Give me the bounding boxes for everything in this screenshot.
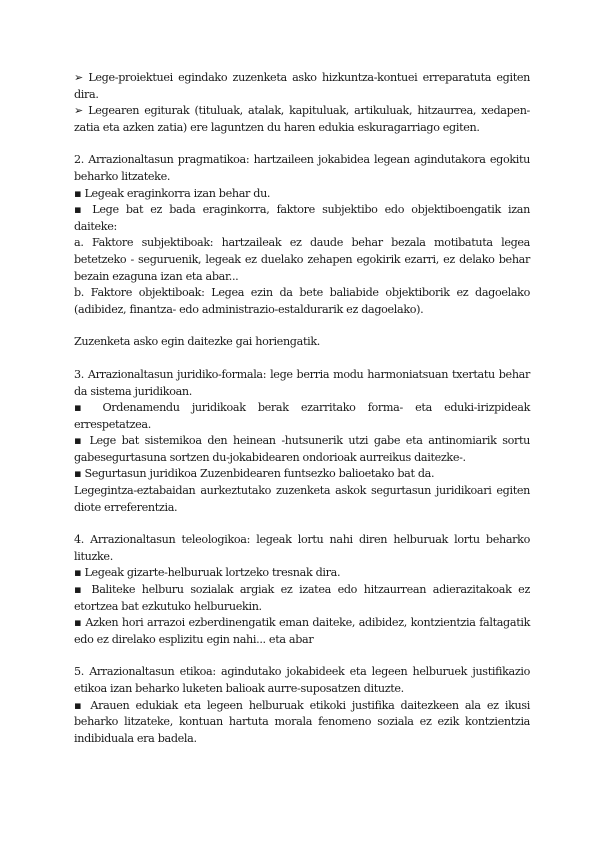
section-2-bullet-1: ▪ Legeak eraginkorra izan behar du. xyxy=(74,186,271,200)
section-4-heading: 4. Arrazionaltasun teleologikoa: legeak lortu nahi diren helburuak lortu beharko lituzke. xyxy=(74,533,530,563)
section-2-note: Zuzenketa asko egin daitezke gai horiengatik. xyxy=(74,335,320,349)
section-2-heading: 2. Arrazionaltasun pragmatikoa: hartzaileen jokabidea legean agindutakora egokitu beharko litzateke. xyxy=(74,153,530,183)
spacer xyxy=(74,648,530,664)
spacer xyxy=(74,516,530,532)
section-4-bullet-1: ▪ Legeak gizarte-helburuak lortzeko tresnak dira. xyxy=(74,566,341,580)
section-3-bullet-2: ▪ Lege bat sistemikoa den heinean -hutsunerik utzi gabe eta antinomiarik sortu gabesegurtasuna sortzen du-jokabidearen ondorioak aurreikus daitezke-. xyxy=(74,434,530,464)
section-3-bullet-1: ▪ Ordenamendu juridikoak berak ezarritako forma- eta eduki-irizpideak errespetatzea. xyxy=(74,401,530,431)
section-2-item-a: a. Faktore subjektiboak: hartzaileak ez daude behar bezala motibatuta legea betetzeko - seguruenik, legeak ez duelako zehapen egokirik ezarri, ez delako behar bezain ezaguna izan eta abar... xyxy=(74,236,530,283)
section-3-note: Legegintza-eztabaidan aurkeztutako zuzenketa askok segurtasun juridikoari egiten diote erreferentzia. xyxy=(74,484,530,514)
section-3-bullet-3: ▪ Segurtasun juridikoa Zuzenbidearen funtsezko balioetako bat da. xyxy=(74,467,435,481)
paragraph-arrow-2: ➢ Legearen egiturak (tituluak, atalak, kapituluak, artikuluak, hitzaurrea, xedapen-zatia eta azken zatia) ere laguntzen du haren edukia eskuragarriago egiten. xyxy=(74,104,530,134)
paragraph-arrow-1: ➢ Lege-proiektuei egindako zuzenketa asko hizkuntza-kontuei erreparatuta egiten dira. xyxy=(74,71,530,101)
section-3-heading: 3. Arrazionaltasun juridiko-formala: lege berria modu harmoniatsuan txertatu behar da sistema juridikoan. xyxy=(74,367,530,398)
spacer xyxy=(74,318,530,334)
section-2-item-b: b. Faktore objektiboak: Legea ezin da bete baliabide objektiborik ez dagoelako (adibidez, finantza- edo administrazio-estaldurarik ez dagoelako). xyxy=(74,286,530,316)
section-4-bullet-3: ▪ Azken hori arrazoi ezberdinengatik eman daiteke, adibidez, kontzientzia faltagatik edo ez direlako esplizitu egin nahi... eta abar xyxy=(74,616,530,646)
document-page xyxy=(74,70,530,747)
spacer xyxy=(74,136,530,152)
section-5-heading: 5. Arrazionaltasun etikoa: agindutako jokabideek eta legeen helburuek justifikazio etikoa izan beharko luketen balioak aurre-suposatzen dituzte. xyxy=(74,665,530,695)
section-2-bullet-2: ▪ Lege bat ez bada eraginkorra, faktore subjektibo edo objektiboengatik izan daiteke: xyxy=(74,203,530,233)
section-5-bullet-1: ▪ Arauen edukiak eta legeen helburuak etikoki justifika daitezkeen ala ez ikusi beharko litzateke, kontuan hartuta morala fenomeno soziala ez ezik kontzientzia indibiduala era badela. xyxy=(74,698,530,745)
spacer xyxy=(74,351,530,367)
section-4-bullet-2: ▪ Baliteke helburu sozialak argiak ez izatea edo hitzaurrean adierazitakoak ez etortzea bat ezkutuko helburuekin. xyxy=(74,583,530,613)
